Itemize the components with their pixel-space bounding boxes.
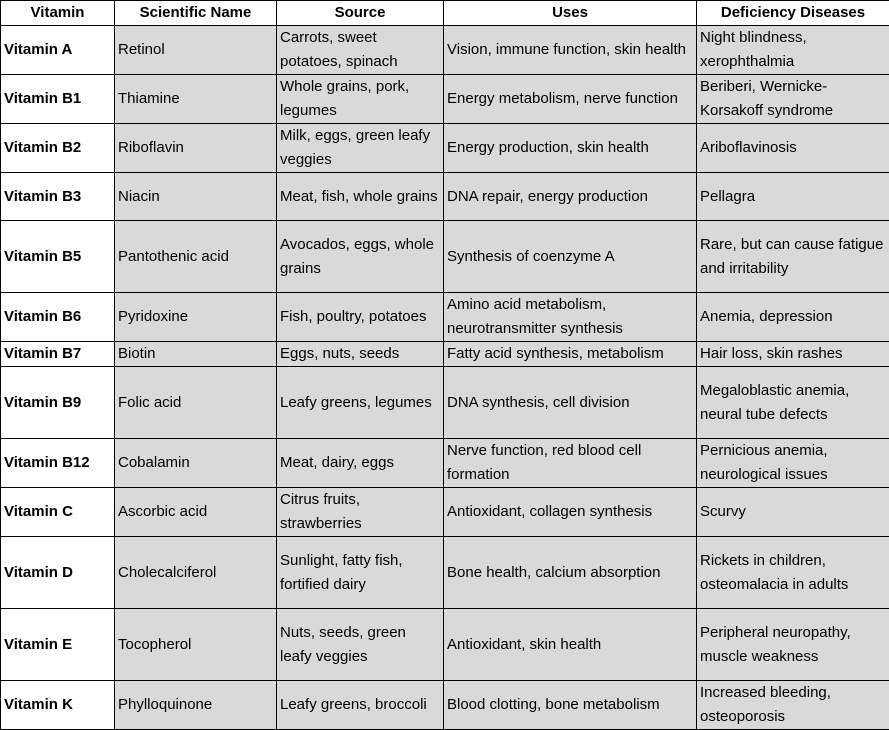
table-row [1,75,889,124]
source-cell: Nuts, seeds, green leafy veggies [277,609,444,681]
uses-cell: DNA repair, energy production [444,173,697,221]
uses-cell: Energy production, skin health [444,124,697,173]
source-cell: Sunlight, fatty fish, fortified dairy [277,537,444,609]
source-cell: Meat, fish, whole grains [277,173,444,221]
deficiency-cell: Pellagra [697,173,889,221]
uses-cell: Antioxidant, skin health [444,609,697,681]
vitamin-cell: Vitamin B1 [1,75,115,124]
scientific-name-cell: Tocopherol [115,609,277,681]
deficiency-cell: Scurvy [697,488,889,537]
uses-cell: Blood clotting, bone metabolism [444,681,697,730]
scientific-name-cell: Retinol [115,26,277,75]
vitamin-cell: Vitamin B6 [1,293,115,342]
scientific-name-cell: Phylloquinone [115,681,277,730]
uses-cell: Energy metabolism, nerve function [444,75,697,124]
table-row [1,609,889,681]
deficiency-cell: Peripheral neuropathy, muscle weakness [697,609,889,681]
vitamin-cell: Vitamin B2 [1,124,115,173]
deficiency-cell: Anemia, depression [697,293,889,342]
source-cell: Leafy greens, legumes [277,367,444,439]
source-cell: Eggs, nuts, seeds [277,342,444,367]
scientific-name-cell: Biotin [115,342,277,367]
vitamin-cell: Vitamin A [1,26,115,75]
deficiency-cell: Ariboflavinosis [697,124,889,173]
table-row [1,342,889,367]
uses-cell: Vision, immune function, skin health [444,26,697,75]
header-row [1,1,889,26]
scientific-name-cell: Ascorbic acid [115,488,277,537]
source-cell: Avocados, eggs, whole grains [277,221,444,293]
header-deficiency-diseases: Deficiency Diseases [697,1,889,26]
source-cell: Whole grains, pork, legumes [277,75,444,124]
table-row [1,488,889,537]
uses-cell: Synthesis of coenzyme A [444,221,697,293]
table-row [1,26,889,75]
vitamin-cell: Vitamin B5 [1,221,115,293]
scientific-name-cell: Cobalamin [115,439,277,488]
uses-cell: DNA synthesis, cell division [444,367,697,439]
source-cell: Leafy greens, broccoli [277,681,444,730]
vitamin-cell: Vitamin E [1,609,115,681]
uses-cell: Fatty acid synthesis, metabolism [444,342,697,367]
vitamin-cell: Vitamin K [1,681,115,730]
table-row [1,537,889,609]
deficiency-cell: Pernicious anemia, neurological issues [697,439,889,488]
source-cell: Milk, eggs, green leafy veggies [277,124,444,173]
deficiency-cell: Beriberi, Wernicke-Korsakoff syndrome [697,75,889,124]
header-scientific-name: Scientific Name [115,1,277,26]
uses-cell: Antioxidant, collagen synthesis [444,488,697,537]
deficiency-cell: Increased bleeding, osteoporosis [697,681,889,730]
uses-cell: Nerve function, red blood cell formation [444,439,697,488]
table-row [1,124,889,173]
scientific-name-cell: Riboflavin [115,124,277,173]
table-row [1,221,889,293]
table-row [1,293,889,342]
scientific-name-cell: Folic acid [115,367,277,439]
scientific-name-cell: Pantothenic acid [115,221,277,293]
table-row [1,173,889,221]
deficiency-cell: Rickets in children, osteomalacia in adults [697,537,889,609]
vitamin-cell: Vitamin D [1,537,115,609]
scientific-name-cell: Pyridoxine [115,293,277,342]
table-row [1,681,889,730]
vitamin-cell: Vitamin B3 [1,173,115,221]
scientific-name-cell: Thiamine [115,75,277,124]
vitamin-cell: Vitamin B9 [1,367,115,439]
scientific-name-cell: Cholecalciferol [115,537,277,609]
vitamin-cell: Vitamin C [1,488,115,537]
source-cell: Citrus fruits, strawberries [277,488,444,537]
deficiency-cell: Megaloblastic anemia, neural tube defects [697,367,889,439]
header-source: Source [277,1,444,26]
uses-cell: Amino acid metabolism, neurotransmitter synthesis [444,293,697,342]
table-row [1,439,889,488]
source-cell: Carrots, sweet potatoes, spinach [277,26,444,75]
vitamin-cell: Vitamin B12 [1,439,115,488]
source-cell: Meat, dairy, eggs [277,439,444,488]
scientific-name-cell: Niacin [115,173,277,221]
deficiency-cell: Hair loss, skin rashes [697,342,889,367]
deficiency-cell: Night blindness, xerophthalmia [697,26,889,75]
table-row [1,367,889,439]
source-cell: Fish, poultry, potatoes [277,293,444,342]
header-uses: Uses [444,1,697,26]
vitamin-cell: Vitamin B7 [1,342,115,367]
header-vitamin: Vitamin [1,1,115,26]
deficiency-cell: Rare, but can cause fatigue and irritability [697,221,889,293]
uses-cell: Bone health, calcium absorption [444,537,697,609]
